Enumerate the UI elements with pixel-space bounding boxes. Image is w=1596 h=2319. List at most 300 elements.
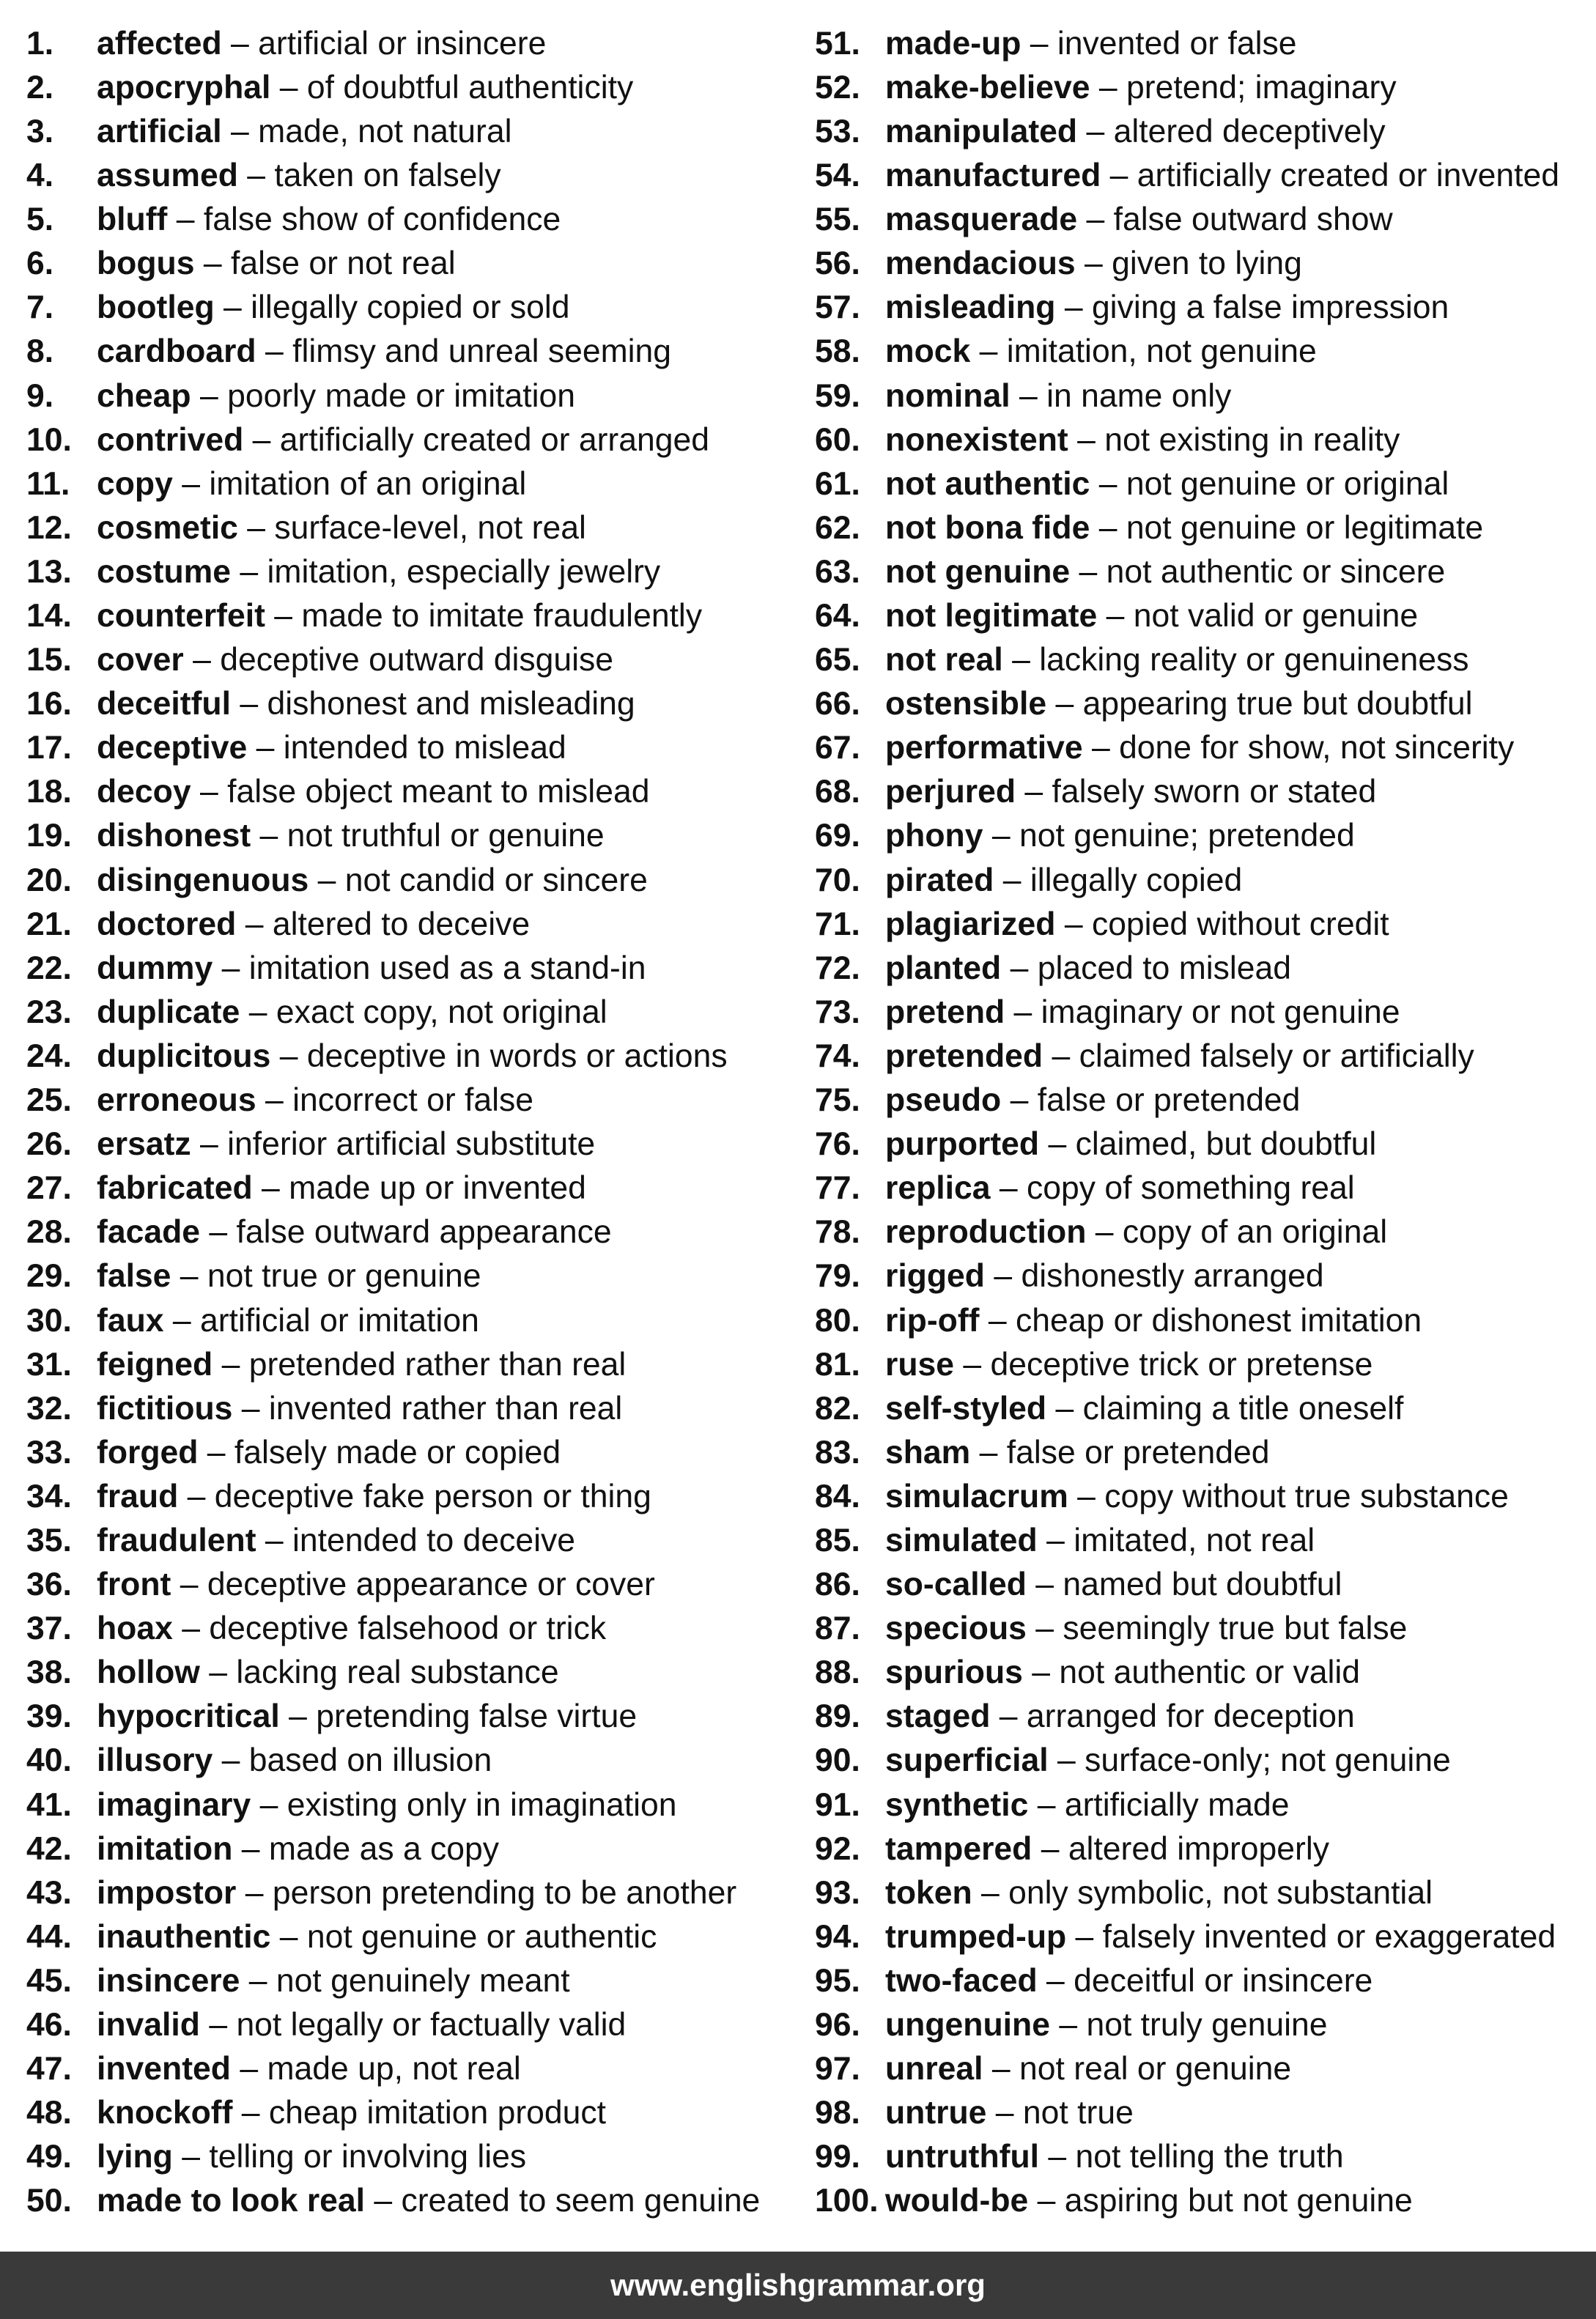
item-definition: deceptive in words or actions [306,1038,728,1074]
item-number: 16. [26,686,72,722]
list-item [815,1519,1584,1563]
item-definition: made, not natural [258,113,512,149]
list-item [815,1035,1584,1079]
item-definition: flimsy and unreal seeming [292,333,672,370]
item-definition: pretended rather than real [248,1346,627,1383]
list-item [26,2047,803,2091]
item-definition: false show of confidence [203,201,561,238]
item-number: 30. [26,1302,72,1339]
list-item [26,550,803,594]
list-item [26,2136,803,2180]
list-item [815,374,1584,418]
item-number: 53. [815,113,860,149]
item-separator: – [1075,245,1112,282]
item-definition: made up, not real [267,2051,521,2087]
item-number: 60. [815,421,860,458]
item-number: 41. [26,1786,72,1823]
item-separator: – [1005,994,1041,1030]
list-item [26,815,803,859]
item-separator: – [1010,377,1047,414]
item-number: 39. [26,1698,72,1735]
list-item [26,1299,803,1343]
item-separator: – [199,2007,237,2044]
item-number: 25. [26,1082,72,1119]
item-separator: – [1021,25,1057,62]
item-term: imitation [97,1830,233,1867]
item-term: sham [885,1434,971,1471]
item-number: 37. [26,1610,72,1647]
item-number: 94. [815,1918,860,1955]
item-number: 78. [815,1214,860,1251]
item-separator: – [240,1962,276,1999]
item-definition: made to imitate fraudulently [301,598,703,635]
item-definition: copy of an original [1122,1214,1388,1251]
item-term: mock [885,333,971,370]
item-separator: – [1101,158,1137,194]
item-number: 86. [815,1567,860,1603]
list-item [815,771,1584,815]
item-separator: – [265,598,302,635]
list-item [26,1519,803,1563]
list-item [26,594,803,638]
item-term: front [97,1567,171,1603]
item-term: invalid [97,2007,200,2044]
list-item [26,1079,803,1122]
item-term: fraudulent [97,1522,256,1558]
item-number: 73. [815,994,860,1030]
item-term: hollow [97,1654,200,1691]
list-item [26,638,803,682]
item-number: 72. [815,950,860,986]
item-separator: – [983,818,1019,854]
list-item [815,1343,1584,1387]
item-definition: copy of something real [1026,1170,1355,1207]
item-separator: – [270,69,307,106]
item-term: manipulated [885,113,1078,149]
item-term: simulated [885,1522,1038,1558]
item-number: 36. [26,1567,72,1603]
item-separator: – [252,1170,289,1207]
right-column [815,22,1584,2224]
item-definition: not real or genuine [1019,2051,1292,2087]
item-number: 64. [815,598,860,635]
item-term: bogus [97,245,195,282]
list-item [815,1607,1584,1651]
item-definition: surface-level, not real [274,509,586,546]
item-term: phony [885,818,983,854]
item-term: purported [885,1126,1040,1163]
item-definition: telling or involving lies [209,2139,527,2175]
item-definition: deceptive fake person or thing [214,1478,651,1514]
item-separator: – [986,2095,1023,2131]
list-item [815,2136,1584,2180]
list-item [26,1166,803,1210]
list-item [26,22,803,66]
list-item [26,727,803,771]
footer-bar [0,2252,1596,2319]
item-number: 50. [26,2183,72,2219]
item-number: 92. [815,1830,860,1867]
item-definition: false outward show [1113,201,1393,238]
item-definition: invented rather than real [268,1390,623,1427]
item-definition: not truly genuine [1086,2007,1328,2044]
list-item [815,1915,1584,1959]
item-term: pseudo [885,1082,1002,1119]
item-definition: giving a false impression [1091,289,1449,326]
item-term: lying [97,2139,173,2175]
list-item [815,638,1584,682]
item-term: not bona fide [885,509,1090,546]
item-number: 62. [815,509,860,546]
list-item [815,242,1584,286]
item-definition: falsely made or copied [234,1434,561,1471]
item-number: 75. [815,1082,860,1119]
item-number: 27. [26,1170,72,1207]
item-term: counterfeit [97,598,265,635]
list-item [815,1959,1584,2003]
item-definition: deceptive appearance or cover [207,1567,655,1603]
item-separator: – [1077,113,1114,149]
list-item [26,330,803,374]
item-separator: – [270,1918,307,1955]
item-term: erroneous [97,1082,256,1119]
list-item [26,1387,803,1431]
item-number: 21. [26,906,72,942]
item-separator: – [1016,774,1052,810]
item-term: made to look real [97,2183,365,2219]
item-number: 7. [26,289,54,326]
item-number: 81. [815,1346,860,1383]
item-number: 52. [815,69,860,106]
list-item [815,594,1584,638]
item-separator: – [1090,69,1127,106]
item-term: apocryphal [97,69,271,106]
item-definition: not truthful or genuine [287,818,605,854]
item-term: doctored [97,906,237,942]
item-number: 99. [815,2139,860,2175]
item-term: hypocritical [97,1698,280,1735]
item-term: assumed [97,158,238,194]
item-term: not authentic [885,465,1090,502]
item-number: 66. [815,686,860,722]
item-definition: intended to mislead [283,730,566,766]
item-definition: altered improperly [1068,1830,1329,1867]
item-definition: not genuinely meant [276,1962,570,1999]
item-definition: arranged for deception [1026,1698,1355,1735]
item-term: bootleg [97,289,215,326]
item-number: 70. [815,862,860,898]
item-separator: – [247,730,284,766]
item-number: 20. [26,862,72,898]
item-term: cardboard [97,333,256,370]
item-separator: – [365,2183,402,2219]
item-separator: – [983,2051,1020,2087]
item-separator: – [1001,1082,1038,1119]
item-definition: altered deceptively [1113,113,1386,149]
item-definition: false outward appearance [236,1214,612,1251]
list-item [26,154,803,198]
item-definition: seemingly true but false [1063,1610,1408,1647]
item-definition: incorrect or false [292,1082,534,1119]
item-term: unreal [885,2051,983,2087]
item-definition: person pretending to be another [272,1874,737,1911]
item-term: two-faced [885,1962,1038,1999]
item-number: 97. [815,2051,860,2087]
footer-url[interactable]: www.englishgrammar.org [610,2268,986,2302]
item-term: self-styled [885,1390,1047,1427]
item-term: would-be [885,2183,1029,2219]
list-item [815,66,1584,110]
item-definition: illegally copied or sold [251,289,570,326]
item-separator: – [191,377,228,414]
item-term: masquerade [885,201,1078,238]
item-separator: – [1048,1742,1085,1779]
item-term: pretend [885,994,1005,1030]
list-item [815,1166,1584,1210]
item-number: 8. [26,333,54,370]
item-number: 35. [26,1522,72,1558]
list-item [815,1431,1584,1475]
item-separator: – [270,1038,307,1074]
item-separator: – [1055,906,1092,942]
item-term: synthetic [885,1786,1029,1823]
item-separator: – [1032,1830,1068,1867]
item-number: 56. [815,245,860,282]
item-number: 23. [26,994,72,1030]
item-separator: – [163,1302,200,1339]
item-number: 5. [26,201,54,238]
item-term: deceitful [97,686,231,722]
item-number: 32. [26,1390,72,1427]
item-number: 82. [815,1390,860,1427]
item-separator: – [256,333,293,370]
item-definition: intended to deceive [292,1522,575,1558]
list-item [815,1871,1584,1915]
list-item [26,1563,803,1607]
list-item [815,2091,1584,2135]
item-number: 58. [815,333,860,370]
list-item [26,771,803,815]
item-number: 4. [26,158,54,194]
item-term: copy [97,465,173,502]
item-number: 69. [815,818,860,854]
item-term: perjured [885,774,1016,810]
item-term: not genuine [885,553,1071,590]
item-separator: – [1037,1962,1074,1999]
item-separator: – [214,289,251,326]
item-separator: – [243,421,280,458]
item-term: planted [885,950,1002,986]
list-item [26,1343,803,1387]
item-definition: false object meant to mislead [227,774,650,810]
item-term: contrived [97,421,244,458]
item-term: so-called [885,1567,1027,1603]
item-number: 1. [26,25,54,62]
item-separator: – [213,1742,249,1779]
item-separator: – [191,774,228,810]
item-definition: lacking real substance [236,1654,559,1691]
item-definition: not true or genuine [207,1258,481,1295]
item-definition: not genuine; pretended [1019,818,1355,854]
item-number: 80. [815,1302,860,1339]
list-item [815,1387,1584,1431]
item-number: 83. [815,1434,860,1471]
item-definition: cheap imitation product [268,2095,607,2131]
item-number: 42. [26,1830,72,1867]
list-item [815,1255,1584,1299]
item-number: 91. [815,1786,860,1823]
item-separator: – [240,994,276,1030]
list-item [815,506,1584,550]
item-definition: cheap or dishonest imitation [1016,1302,1422,1339]
item-number: 10. [26,421,72,458]
left-column [26,22,803,2224]
item-definition: poorly made or imitation [227,377,575,414]
item-term: rigged [885,1258,985,1295]
item-term: nominal [885,377,1011,414]
item-number: 24. [26,1038,72,1074]
list-item [26,242,803,286]
item-term: knockoff [97,2095,233,2131]
item-term: mendacious [885,245,1076,282]
item-term: illusory [97,1742,213,1779]
item-separator: – [1043,1038,1079,1074]
item-number: 77. [815,1170,860,1207]
item-separator: – [191,1126,228,1163]
item-definition: based on illusion [248,1742,492,1779]
item-definition: not authentic or valid [1059,1654,1361,1691]
list-item [26,198,803,242]
item-number: 31. [26,1346,72,1383]
list-item [815,22,1584,66]
item-separator: – [1097,598,1134,635]
list-item [815,2003,1584,2047]
item-separator: – [213,1346,249,1383]
list-item [26,1915,803,1959]
item-term: hoax [97,1610,173,1647]
item-term: impostor [97,1874,237,1911]
list-item [815,1739,1584,1783]
item-definition: appearing true but doubtful [1082,686,1473,722]
item-definition: artificial or imitation [199,1302,479,1339]
item-separator: – [194,245,231,282]
item-term: cheap [97,377,191,414]
item-number: 90. [815,1742,860,1779]
list-item [815,2047,1584,2091]
list-item [26,374,803,418]
item-number: 2. [26,69,54,106]
item-separator: – [972,1874,1009,1911]
item-definition: aspiring but not genuine [1064,2183,1413,2219]
item-term: make-believe [885,69,1090,106]
item-definition: artificially created or invented [1137,158,1560,194]
item-separator: – [172,1610,210,1647]
item-number: 34. [26,1478,72,1514]
item-definition: copy without true substance [1104,1478,1509,1514]
list-item [26,286,803,330]
item-term: not legitimate [885,598,1098,635]
item-number: 71. [815,906,860,942]
item-number: 19. [26,818,72,854]
item-separator: – [1066,1918,1103,1955]
item-number: 11. [26,465,70,502]
item-separator: – [1028,2183,1065,2219]
item-number: 65. [815,642,860,678]
item-term: plagiarized [885,906,1056,942]
item-definition: imitation, especially jewelry [267,553,661,590]
item-definition: altered to deceive [272,906,531,942]
item-definition: false or not real [230,245,456,282]
item-term: duplicate [97,994,240,1030]
list-item [26,682,803,726]
item-definition: lacking reality or genuineness [1039,642,1469,678]
item-separator: – [232,1390,269,1427]
item-separator: – [1090,465,1126,502]
item-number: 63. [815,553,860,590]
item-definition: of doubtful authenticity [306,69,634,106]
list-item [26,991,803,1035]
list-item [815,859,1584,903]
list-item [815,2180,1584,2224]
item-term: facade [97,1214,200,1251]
item-definition: copied without credit [1091,906,1389,942]
item-number: 96. [815,2007,860,2044]
item-definition: made as a copy [268,1830,500,1867]
item-definition: claimed falsely or artificially [1079,1038,1474,1074]
list-item [26,1607,803,1651]
item-definition: done for show, not sincerity [1119,730,1515,766]
item-definition: deceitful or insincere [1074,1962,1373,1999]
item-definition: imitation, not genuine [1006,333,1317,370]
item-separator: – [199,1654,237,1691]
list-item [815,462,1584,506]
item-definition: made up or invented [289,1170,586,1207]
item-term: specious [885,1610,1027,1647]
item-term: spurious [885,1654,1023,1691]
item-number: 61. [815,465,860,502]
item-separator: – [1039,2139,1076,2175]
item-definition: imitation used as a stand-in [248,950,646,986]
item-separator: – [221,113,259,149]
item-term: imaginary [97,1786,251,1823]
item-number: 95. [815,1962,860,1999]
item-separator: – [1055,289,1092,326]
item-term: cover [97,642,184,678]
list-item [26,1739,803,1783]
list-item [815,1827,1584,1871]
item-number: 57. [815,289,860,326]
item-number: 3. [26,113,54,149]
item-number: 74. [815,1038,860,1074]
item-separator: – [178,1478,215,1514]
item-definition: false or pretended [1006,1434,1270,1471]
item-separator: – [1001,950,1038,986]
item-term: misleading [885,289,1056,326]
item-term: tampered [885,1830,1032,1867]
list-item [815,947,1584,991]
item-separator: – [979,1302,1016,1339]
item-term: costume [97,553,231,590]
item-definition: not authentic or sincere [1106,553,1446,590]
item-term: inauthentic [97,1918,271,1955]
item-definition: only symbolic, not substantial [1008,1874,1433,1911]
list-item [26,2091,803,2135]
item-separator: – [230,686,267,722]
item-number: 46. [26,2007,72,2044]
item-definition: not genuine or authentic [306,1918,657,1955]
item-separator: – [171,1258,207,1295]
item-term: superficial [885,1742,1049,1779]
